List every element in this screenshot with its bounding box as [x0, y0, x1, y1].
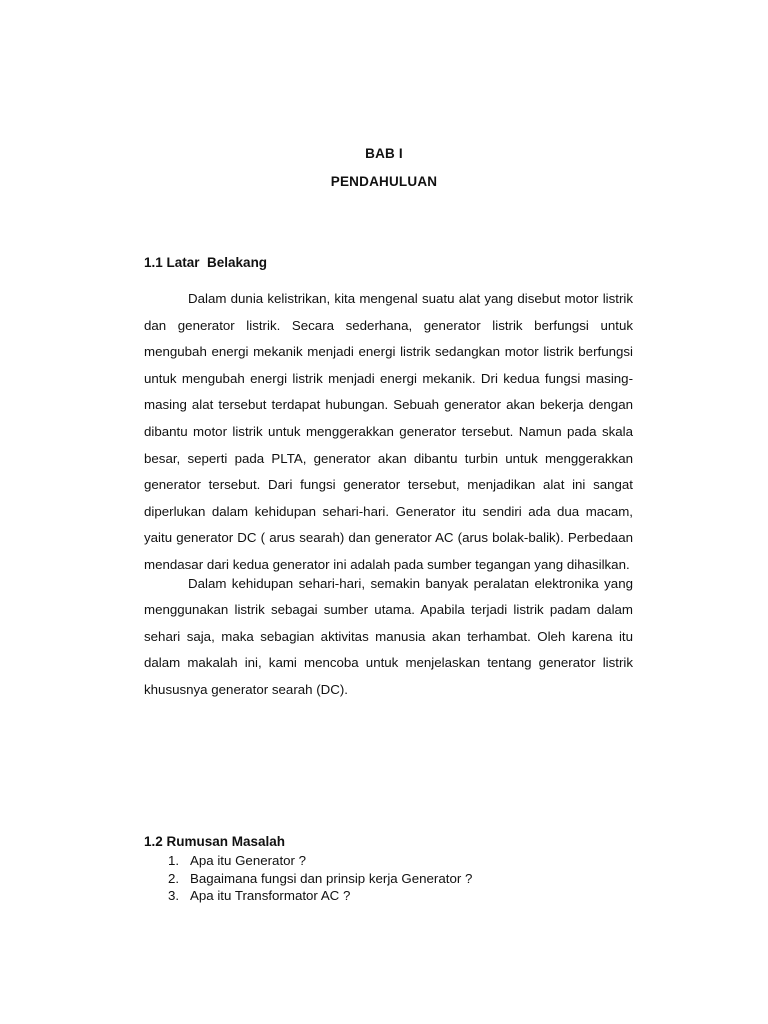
section-heading-latar-belakang: 1.1 Latar Belakang	[144, 255, 268, 270]
paragraph-1: Dalam dunia kelistrikan, kita mengenal suatu alat yang disebut motor listrik dan generator listrik. Secara sederhana, generator listrik berfungsi untuk mengubah energi mekanik menjadi energi listrik sedangkan motor listrik berfungsi untuk mengubah energi listrik menjadi energi mekanik. Dri kedua fungsi masing-masing alat tersebut terdapat hubungan. Sebuah generator akan bekerja dengan dibantu motor listrik untuk menggerakkan generator tersebut. Namun pada skala besar, seperti pada PLTA, generator akan dibantu turbin untuk menggerakkan generator tersebut. Dari fungsi generator tersebut, menjadikan alat ini sangat diperlukan dalam kehidupan sehari-hari. Generator itu sendiri ada dua macam, yaitu generator DC ( arus searah) dan generator AC (arus bolak-balik). Perbedaan mendasar dari kedua generator ini adalah pada sumber tegangan yang dihasilkan.	[144, 291, 633, 572]
list-item	[168, 852, 472, 870]
paragraph-2: Dalam kehidupan sehari-hari, semakin banyak peralatan elektronika yang menggunakan listrik sebagai sumber utama. Apabila terjadi listrik padam dalam sehari saja, maka sebagian aktivitas manusia akan terhambat. Oleh karena itu dalam makalah ini, kami mencoba untuk menjelaskan tentang generator listrik khususnya generator searah (DC).	[144, 575, 633, 697]
list-item	[168, 887, 472, 905]
list-item-text: Apa itu Generator ?	[190, 853, 307, 868]
list-item-number: 3.	[168, 888, 180, 903]
list-item-number: 1.	[168, 853, 180, 868]
list-item-text: Bagaimana fungsi dan prinsip kerja Generator ?	[190, 870, 473, 886]
list-item	[168, 870, 472, 888]
question-list	[168, 852, 472, 905]
chapter-title: PENDAHULUAN	[330, 174, 438, 189]
list-item-text: Apa itu Transformator AC ?	[190, 888, 351, 903]
list-item-number: 2.	[168, 870, 180, 886]
chapter-label: BAB I	[365, 146, 403, 161]
section-heading-rumusan-masalah: 1.2 Rumusan Masalah	[144, 834, 286, 849]
section-body-latar-belakang	[144, 286, 633, 704]
